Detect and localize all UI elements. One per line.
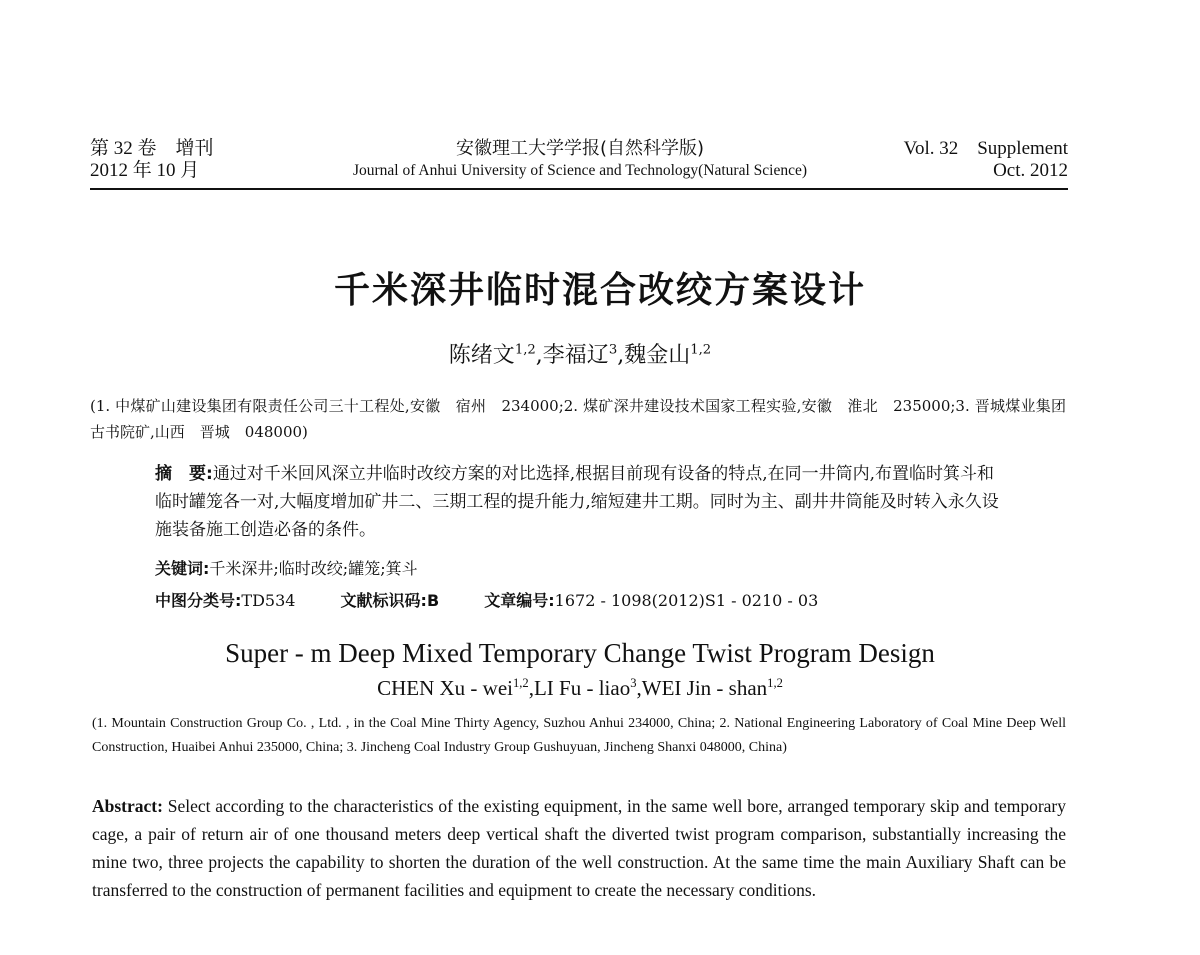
- affiliations-cn: (1. 中煤矿山建设集团有限责任公司三十工程处,安徽 宿州 234000;2. 煤矿深井建设技术国家工程实验,安徽 淮北 235000;3. 晋城煤业集团古书院矿,山西 晋城 048000): [90, 397, 1066, 441]
- classification-line: [155, 588, 818, 614]
- header-rule: [90, 188, 1068, 190]
- author-name: 魏金山: [624, 343, 691, 368]
- date-en-line: Oct. 2012: [993, 160, 1068, 181]
- author-name: 陈绪文: [448, 343, 515, 368]
- keywords-cn-text: 千米深井;临时改绞;罐笼;箕斗: [209, 559, 418, 578]
- paper-title-en: Super - m Deep Mixed Temporary Change Twist Program Design: [225, 638, 935, 668]
- keywords-cn: [155, 556, 418, 582]
- clc-number: [155, 591, 295, 610]
- article-number-value: 1672 - 1098(2012)S1 - 0210 - 03: [554, 591, 819, 610]
- author-separator: ,: [617, 343, 625, 368]
- article-number: [484, 591, 818, 610]
- paper-title-cn: 千米深井临时混合改绞方案设计: [333, 270, 866, 311]
- document-code-label: 文献标识码:: [340, 591, 427, 610]
- author-affiliation-mark-en: 1,2: [512, 676, 529, 690]
- volume-issue-line: 第 32 卷 增刊: [90, 138, 214, 159]
- document-code-value: B: [426, 591, 440, 610]
- author-name-en: LI Fu - liao: [533, 676, 631, 700]
- abstract-cn: [155, 460, 1005, 544]
- author-name-en: CHEN Xu - wei: [377, 676, 513, 700]
- author-affiliation-mark-en: 3: [630, 676, 637, 690]
- author-affiliation-mark: 1,2: [514, 342, 536, 358]
- author-affiliation-mark: 1,2: [690, 342, 712, 358]
- journal-volume-issue: [90, 138, 214, 182]
- author-affiliation-mark: 3: [608, 342, 618, 358]
- keywords-cn-label: 关键词:: [155, 559, 210, 578]
- author-separator-en: ,: [528, 676, 534, 700]
- abstract-cn-text: 通过对千米回风深立井临时改绞方案的对比选择,根据目前现有设备的特点,在同一井筒内,布置临时箕斗和临时罐笼各一对,大幅度增加矿井二、三期工程的提升能力,缩短建井工期。同时为主、副井井筒能及时转入永久设施装备施工创造必备的条件。: [155, 464, 999, 540]
- document-code: [341, 591, 440, 610]
- clc-label: 中图分类号:: [155, 591, 242, 610]
- author-separator-en: ,: [636, 676, 642, 700]
- journal-name-cn: 安徽理工大学学报(自然科学版): [455, 138, 705, 159]
- issue-date-line: 2012 年 10 月: [90, 160, 200, 181]
- abstract-en-text: Select according to the characteristics of the existing equipment, in the same well bore, arranged temporary skip and temporary cage, a pair of return air of one thousand meters deep vertical shaft the diverted twist program comparison, substantially increasing the mine two, three projects the capability to shorten the duration of the well construction. At the same time the main Auxiliary Shaft can be transferred to the construction of permanent facilities and equipment to create the necessary conditions.: [92, 796, 1066, 900]
- clc-value: TD534: [241, 591, 296, 610]
- abstract-cn-label: 摘 要:: [155, 464, 213, 484]
- author-name: 李福辽: [542, 343, 609, 368]
- author-affiliation-mark-en: 1,2: [767, 676, 783, 690]
- article-number-label: 文章编号:: [484, 591, 555, 610]
- author-separator: ,: [535, 343, 543, 368]
- abstract-en-label: Abstract:: [92, 796, 163, 816]
- journal-name: [300, 138, 860, 182]
- journal-volume-en: [904, 138, 1068, 182]
- abstract-en: [92, 792, 1066, 904]
- author-name-en: WEI Jin - shan: [641, 676, 768, 700]
- affiliations-en: (1. Mountain Construction Group Co. , Ltd. , in the Coal Mine Thirty Agency, Suzhou Anhui 234000, China; 2. National Engineering Laboratory of Coal Mine Deep Well Construction, Huaibei Anhui 235000, China; 3. Jincheng Coal Industry Group Gushuyuan, Jincheng Shanxi 048000, China): [92, 716, 1066, 755]
- authors-en: [0, 676, 1160, 701]
- authors-cn: [0, 338, 1160, 369]
- volume-supplement-line: Vol. 32 Supplement: [903, 138, 1068, 159]
- journal-name-en: Journal of Anhui University of Science and Technology(Natural Science): [352, 162, 808, 179]
